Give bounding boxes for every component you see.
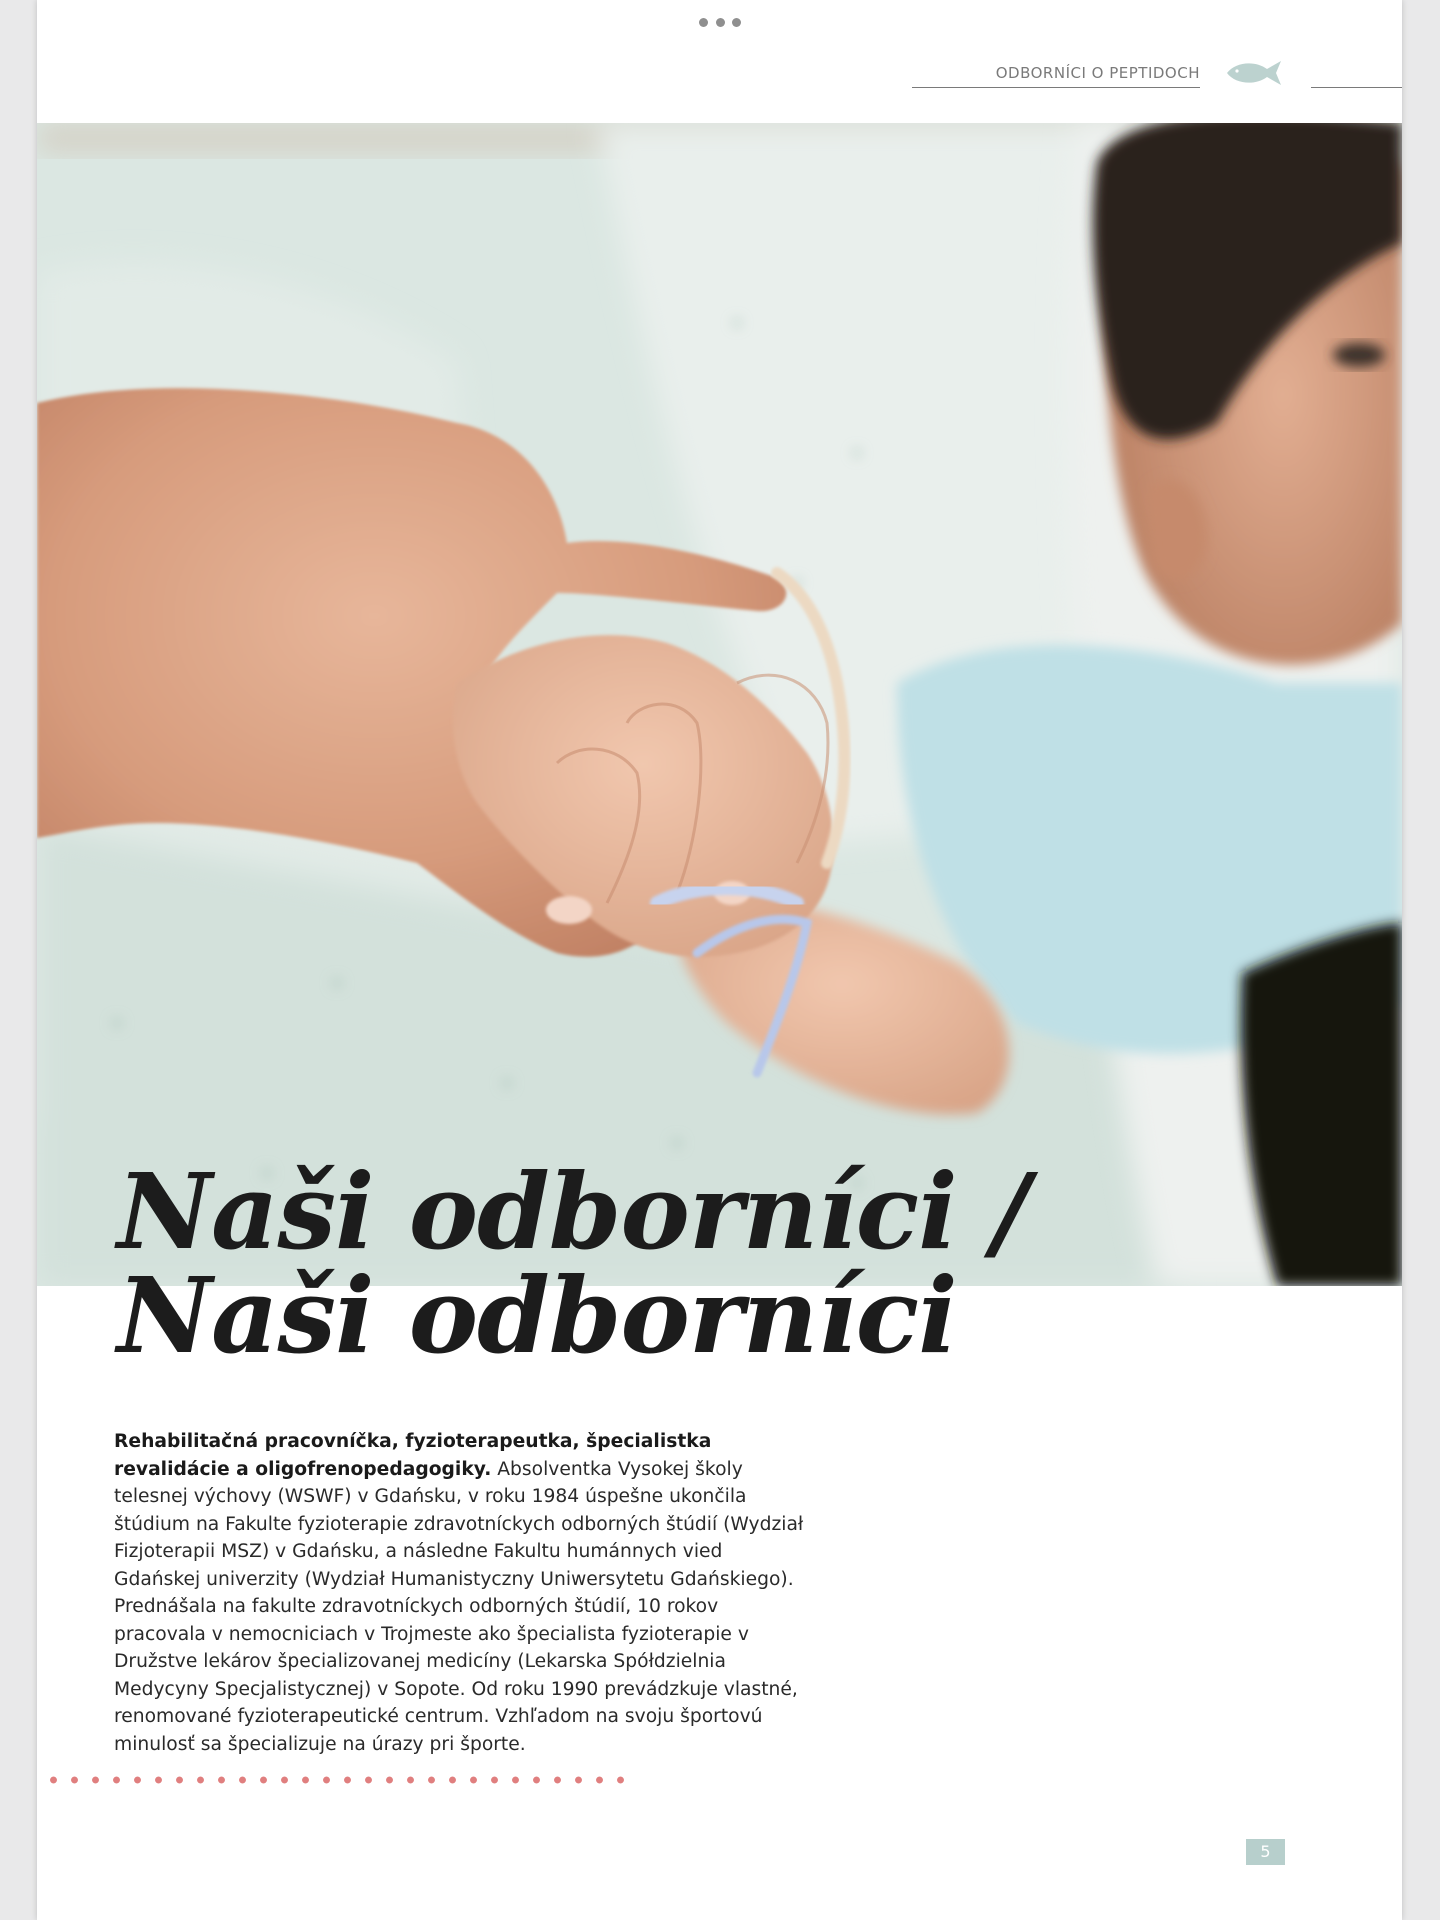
more-horizontal-icon[interactable] <box>699 16 741 28</box>
menu-dot <box>732 18 741 27</box>
page-title <box>117 1150 1029 1377</box>
header-rule <box>1311 87 1402 88</box>
header-rule <box>912 87 1200 88</box>
dotted-divider <box>43 1776 628 1784</box>
bio-text: Absolventka Vysokej školy telesnej výchovy (WSWF) v Gdańsku, v roku 1984 úspešne ukončila štúdium na Fakulte fyzioterapie zdravotníckych odborných štúdií (Wydział Fizjoterapii MSZ) v Gdańsku, a následne Fakultu humánnych vied Gdańskej univerzity (Wydział Humanistyczny Uniwersytetu Gdańskiego). Prednášala na fakulte zdravotníckych odborných štúdií, 10 rokov pracovala v nemocniciach v Trojmeste ako špecialista fyzioterapie v Družstve lekárov špecializovanej medicíny (Lekarska Spółdzielnia Medycyny Specjalistycznej) v Sopote. Od roku 1990 prevádzkuje vlastné, renomované fyzioterapeutické centrum. Vzhľadom na svoju športovú minulosť sa špecializuje na úrazy pri športe. <box>114 1458 804 1755</box>
title-line: Naši odborníci <box>117 1254 957 1377</box>
expert-bio <box>114 1428 814 1758</box>
hero-photo <box>37 123 1402 1286</box>
page-number: 5 <box>1246 1839 1285 1865</box>
fish-icon <box>1225 58 1285 88</box>
menu-dot <box>716 18 725 27</box>
magazine-page <box>37 0 1402 1920</box>
section-label: ODBORNÍCI O PEPTIDOCH <box>995 64 1200 82</box>
hero-illustration <box>37 123 1402 1286</box>
menu-dot <box>699 18 708 27</box>
bio-lead: Rehabilitačná pracovníčka, fyzioterapeutka, špecialistka revalidácie a oligofrenopedagogiky. <box>114 1431 712 1480</box>
title-line: Naši odborníci / <box>117 1150 1029 1273</box>
